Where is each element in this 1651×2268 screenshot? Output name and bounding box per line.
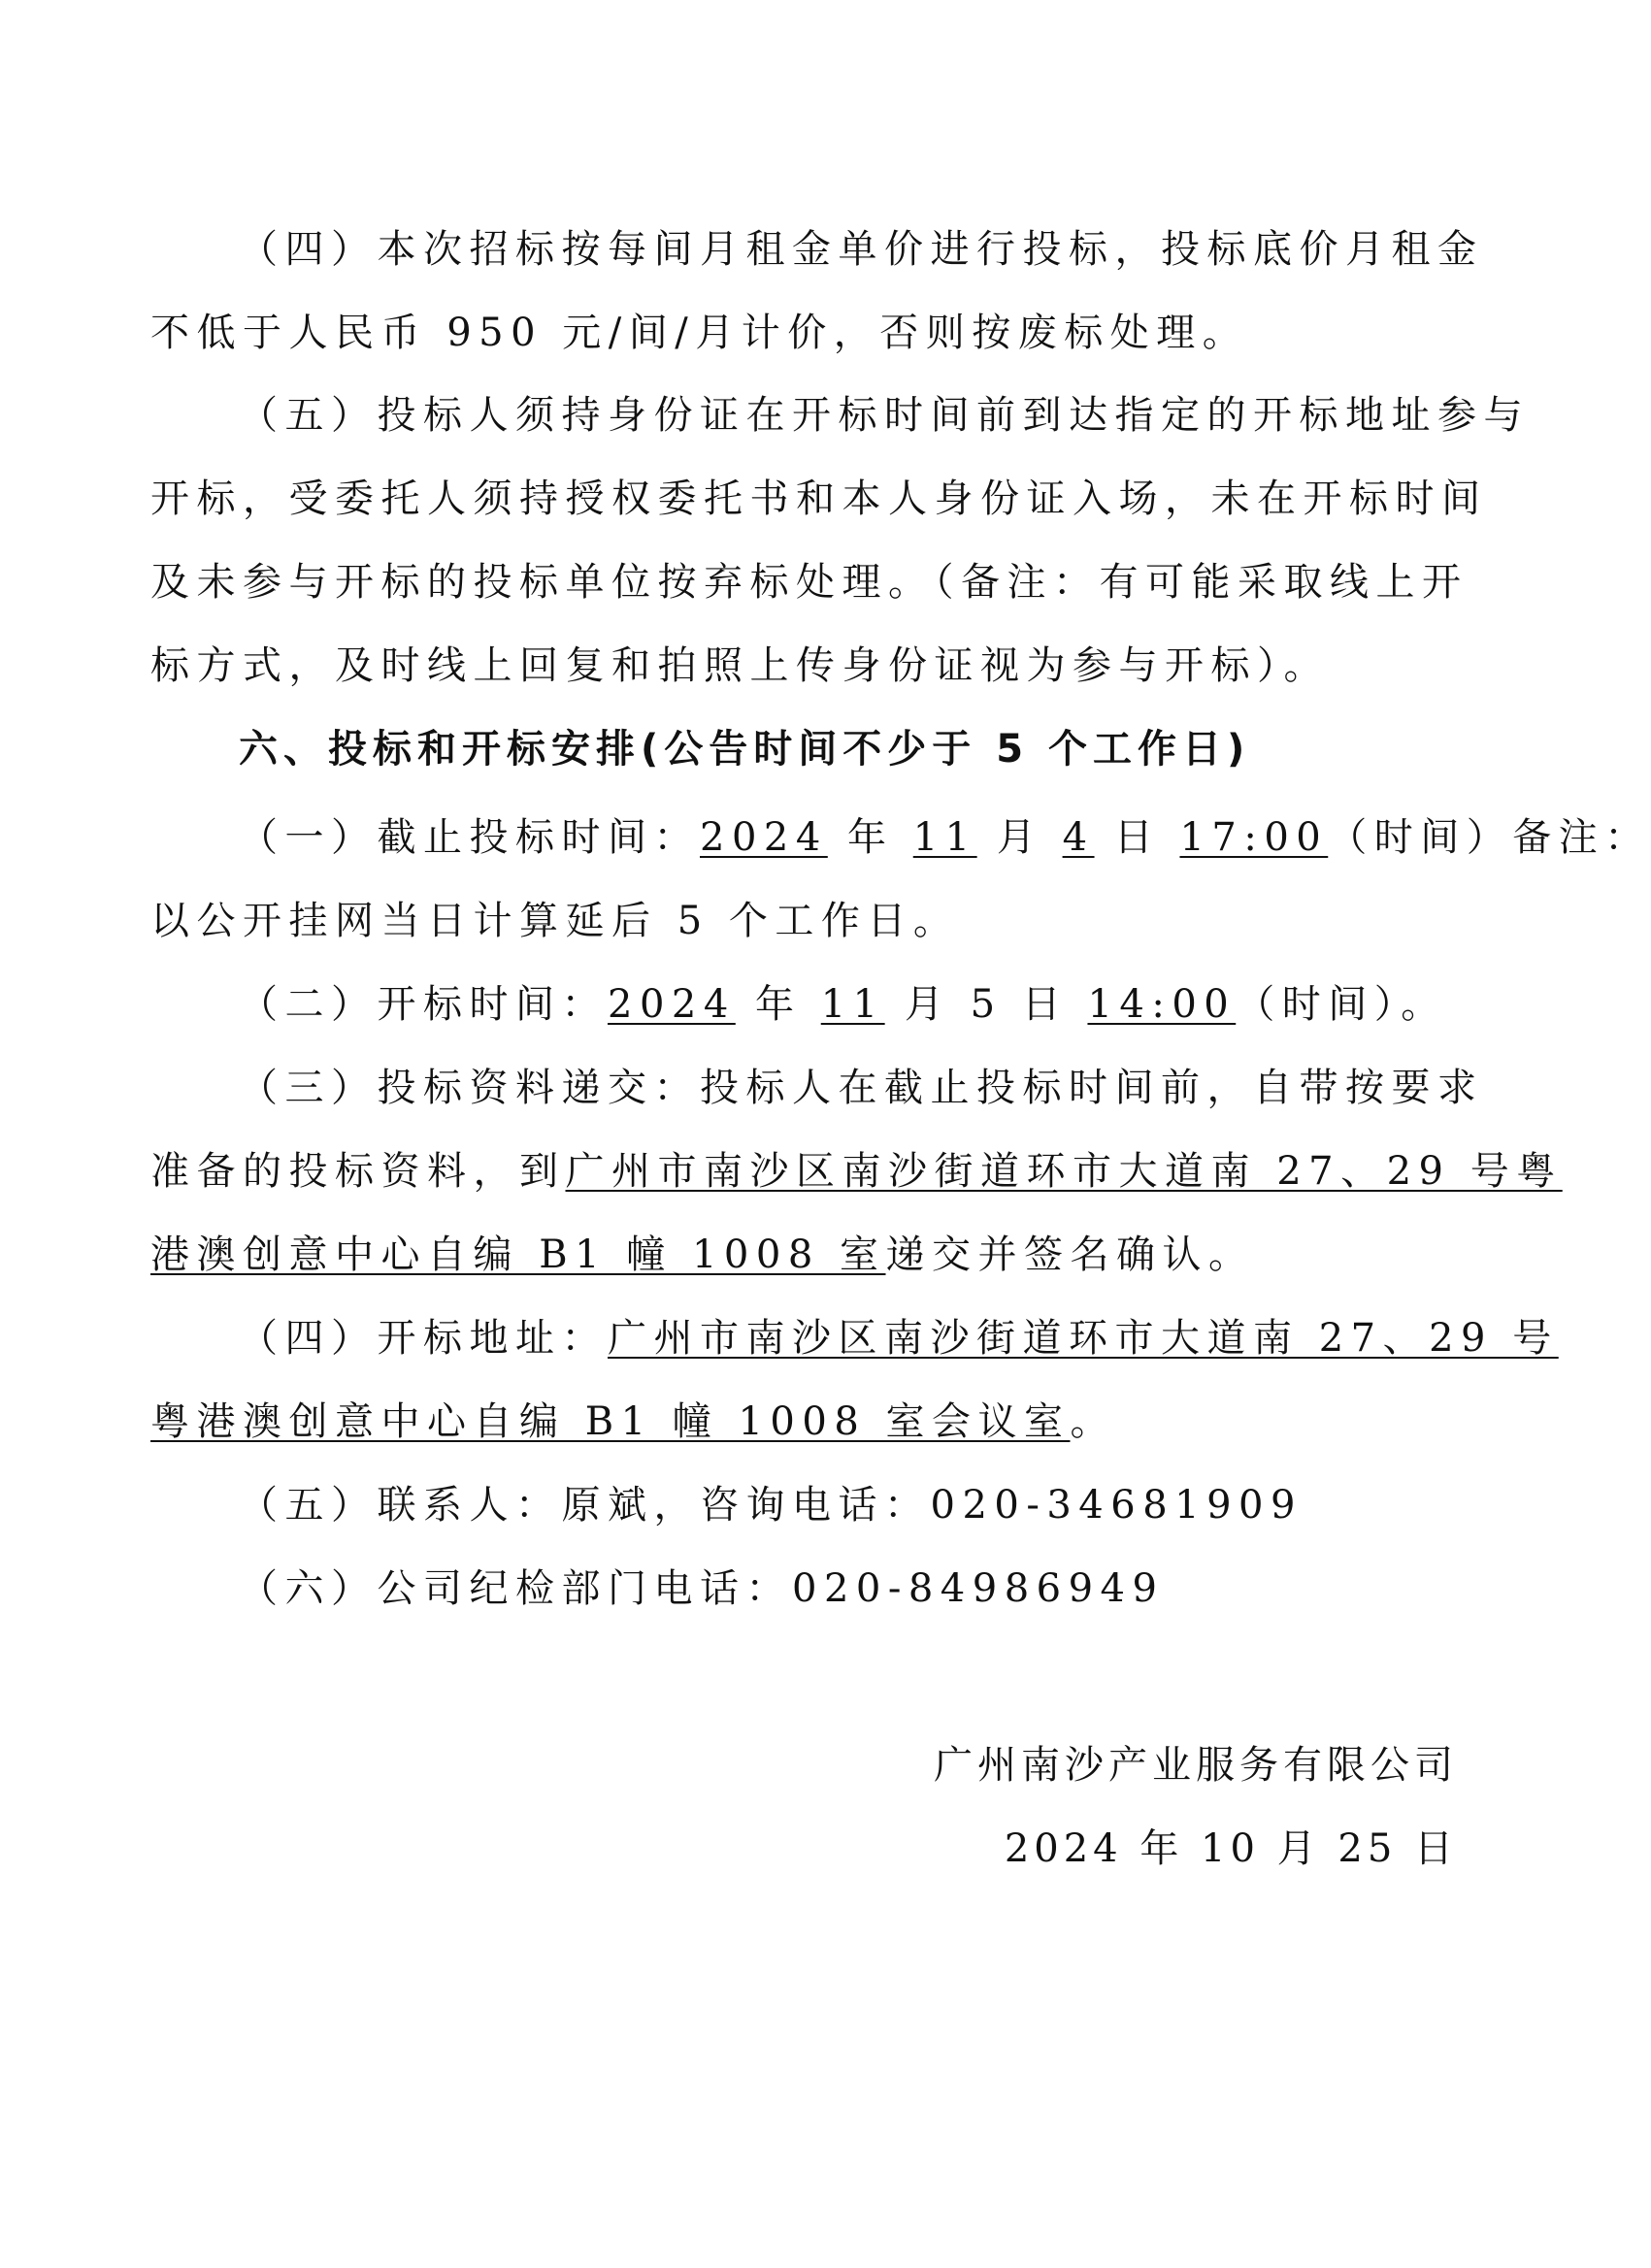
signature-company: 广州南沙产业服务有限公司	[934, 1743, 1458, 1788]
item1-day-unit: 日	[1094, 815, 1180, 860]
item3-address-part-2: 港澳创意中心自编 B1 幢 1008 室	[150, 1233, 886, 1277]
item4-address-part-2: 粤港澳创意中心自编 B1 幢 1008 室会议室	[150, 1399, 1071, 1444]
item1-month-unit: 月	[976, 815, 1063, 860]
p5-line-4: 标方式，及时线上回复和拍照上传身份证视为参与开标）。	[150, 643, 1330, 688]
signature-date: 2024 年 10 月 25 日	[1004, 1826, 1458, 1871]
item1-month: 11	[912, 815, 977, 860]
p5-line-1: （五）投标人须持身份证在开标时间前到达指定的开标地址参与	[239, 393, 1530, 438]
p5-line-3: 及未参与开标的投标单位按弃标处理。（备注：有可能采取线上开	[150, 560, 1469, 605]
item4-line-1	[239, 1314, 1559, 1363]
item3-line-1: （三）投标资料递交：投标人在截止投标时间前，自带按要求	[239, 1066, 1484, 1110]
item1-year: 2024	[700, 815, 828, 860]
section-6-heading: 六、投标和开标安排(公告时间不少于 5 个工作日)	[239, 727, 1251, 772]
item1-line-2: 以公开挂网当日计算延后 5 个工作日。	[150, 899, 960, 943]
item1-suffix: （时间）备注：	[1328, 815, 1651, 860]
item2-year-unit: 年	[735, 982, 821, 1027]
item2-time: 14:00	[1087, 982, 1237, 1027]
item3-line-2	[150, 1147, 1563, 1196]
item1-year-unit: 年	[827, 815, 913, 860]
p5-line-2: 开标，受委托人须持授权委托书和本人身份证入场，未在开标时间	[150, 477, 1488, 521]
item2-year: 2024	[608, 982, 736, 1027]
item2-month-day: 月 5 日	[884, 982, 1088, 1027]
item4-address-part-1: 广州市南沙区南沙街道环市大道南 27、29 号	[608, 1316, 1559, 1361]
item2-prefix: （二）开标时间：	[239, 982, 608, 1027]
item2-line	[239, 980, 1447, 1029]
item1-time: 17:00	[1179, 815, 1329, 860]
item4-line-2-suffix: 。	[1070, 1399, 1116, 1444]
item1-line-1	[239, 813, 1651, 862]
item4-prefix: （四）开标地址：	[239, 1316, 608, 1361]
item3-line-3	[150, 1231, 1255, 1279]
item3-line-2-prefix: 准备的投标资料，到	[150, 1149, 566, 1194]
item1-day: 4	[1062, 815, 1095, 860]
item2-month: 11	[820, 982, 885, 1027]
item5-contact-line: （五）联系人：原斌，咨询电话：020-34681909	[239, 1483, 1303, 1528]
item1-prefix: （一）截止投标时间：	[239, 815, 700, 860]
item6-discipline-phone-line: （六）公司纪检部门电话：020-84986949	[239, 1566, 1165, 1611]
p4-line-2: 不低于人民币 950 元/间/月计价，否则按废标处理。	[150, 311, 1249, 355]
p4-line-1: （四）本次招标按每间月租金单价进行投标，投标底价月租金	[239, 227, 1484, 272]
item4-line-2	[150, 1397, 1116, 1446]
item3-address-part-1: 广州市南沙区南沙街道环市大道南 27、29 号粤	[565, 1149, 1563, 1194]
item2-suffix: （时间）。	[1236, 982, 1447, 1027]
item3-line-3-suffix: 递交并签名确认。	[885, 1233, 1255, 1277]
